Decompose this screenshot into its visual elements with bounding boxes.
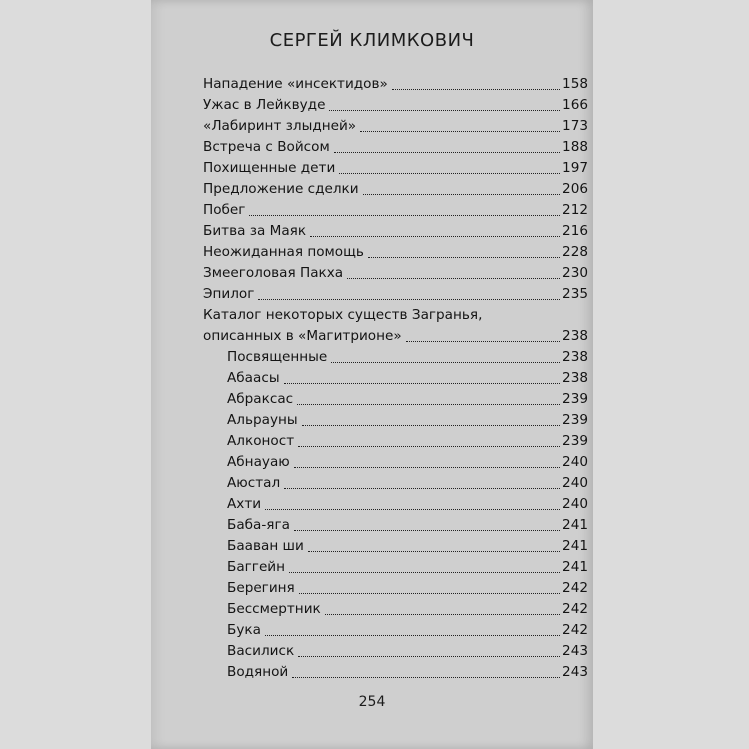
dot-leader <box>347 278 560 279</box>
dot-leader <box>392 89 560 90</box>
entry-title: Неожиданная помощь <box>203 244 364 260</box>
toc-subentry <box>203 578 588 599</box>
book-page <box>151 0 593 749</box>
toc-subentry <box>203 557 588 578</box>
subentry-page: 239 <box>562 391 588 407</box>
dot-leader <box>325 614 560 615</box>
toc-subentry <box>203 641 588 662</box>
dot-leader <box>294 467 560 468</box>
toc-subentry <box>203 599 588 620</box>
toc-subentry <box>203 494 588 515</box>
subentry-page: 243 <box>562 664 588 680</box>
running-header: СЕРГЕЙ КЛИМКОВИЧ <box>269 30 475 51</box>
page-number: 254 <box>358 694 386 710</box>
toc-entry <box>203 116 588 137</box>
entry-page: 230 <box>562 265 588 281</box>
toc-entry <box>203 179 588 200</box>
subentry-page: 240 <box>562 454 588 470</box>
entry-page: 173 <box>562 118 588 134</box>
subentry-title: Водяной <box>227 664 289 680</box>
catalog-entry-line1 <box>203 305 588 326</box>
subentry-title: Абаасы <box>227 370 280 386</box>
table-of-contents <box>203 74 588 683</box>
dot-leader <box>298 446 560 447</box>
entry-page: 188 <box>562 139 588 155</box>
toc-subentry <box>203 515 588 536</box>
toc-subentry <box>203 368 588 389</box>
subentry-title: Баба-яга <box>227 517 290 533</box>
entry-page: 206 <box>562 181 588 197</box>
dot-leader <box>294 530 560 531</box>
dot-leader <box>284 488 560 489</box>
entry-title: Встреча с Войсом <box>203 139 330 155</box>
subentry-page: 242 <box>562 580 588 596</box>
subentry-page: 242 <box>562 622 588 638</box>
entry-page: 212 <box>562 202 588 218</box>
dot-leader <box>297 404 560 405</box>
entry-title: Нападение «инсектидов» <box>203 76 388 92</box>
entry-title: Эпилог <box>203 286 255 302</box>
dot-leader <box>258 299 560 300</box>
dot-leader <box>308 551 560 552</box>
dot-leader <box>265 635 560 636</box>
toc-subentry <box>203 347 588 368</box>
toc-subentry <box>203 620 588 641</box>
toc-entry <box>203 263 588 284</box>
toc-entry <box>203 158 588 179</box>
toc-subentry <box>203 662 588 683</box>
toc-subentry <box>203 431 588 452</box>
catalog-entry-line2 <box>203 326 588 347</box>
entry-title: Змееголовая Пакха <box>203 265 344 281</box>
subentry-title: Посвященные <box>227 349 328 365</box>
subentry-page: 241 <box>562 559 588 575</box>
subentry-page: 240 <box>562 496 588 512</box>
dot-leader <box>302 425 560 426</box>
toc-subentry <box>203 536 588 557</box>
entry-title: Побег <box>203 202 246 218</box>
catalog-title-line1: Каталог некоторых существ Загранья, <box>203 307 483 323</box>
subentry-title: Бука <box>227 622 261 638</box>
dot-leader <box>334 152 560 153</box>
toc-entry <box>203 221 588 242</box>
entry-page: 228 <box>562 244 588 260</box>
entry-page: 197 <box>562 160 588 176</box>
subentry-title: Алконост <box>227 433 295 449</box>
subentry-title: Баггейн <box>227 559 286 575</box>
dot-leader <box>368 257 560 258</box>
entry-page: 158 <box>562 76 588 92</box>
toc-entry <box>203 242 588 263</box>
toc-entry <box>203 95 588 116</box>
entry-page: 235 <box>562 286 588 302</box>
subentry-page: 243 <box>562 643 588 659</box>
toc-entry <box>203 137 588 158</box>
subentry-title: Берегиня <box>227 580 295 596</box>
dot-leader <box>360 131 560 132</box>
dot-leader <box>331 362 560 363</box>
entry-page: 216 <box>562 223 588 239</box>
subentry-title: Ахти <box>227 496 262 512</box>
catalog-title-line2: описанных в «Магитрионе» <box>203 328 402 344</box>
dot-leader <box>310 236 560 237</box>
toc-subentry <box>203 452 588 473</box>
subentry-page: 238 <box>562 370 588 386</box>
subentry-page: 238 <box>562 349 588 365</box>
subentry-title: Абраксас <box>227 391 294 407</box>
subentry-title: Абнауаю <box>227 454 290 470</box>
subentry-page: 242 <box>562 601 588 617</box>
entry-title: Предложение сделки <box>203 181 359 197</box>
subentry-page: 240 <box>562 475 588 491</box>
dot-leader <box>329 110 560 111</box>
dot-leader <box>406 341 560 342</box>
subentry-title: Аюстал <box>227 475 281 491</box>
entry-title: «Лабиринт злыдней» <box>203 118 357 134</box>
dot-leader <box>298 656 560 657</box>
dot-leader <box>339 173 560 174</box>
catalog-page: 238 <box>562 328 588 344</box>
subentry-page: 241 <box>562 538 588 554</box>
dot-leader <box>249 215 560 216</box>
subentry-title: Бааван ши <box>227 538 304 554</box>
subentry-title: Бессмертник <box>227 601 321 617</box>
entry-title: Битва за Маяк <box>203 223 307 239</box>
entry-title: Ужас в Лейквуде <box>203 97 326 113</box>
toc-entry <box>203 284 588 305</box>
entry-title: Похищенные дети <box>203 160 336 176</box>
dot-leader <box>299 593 560 594</box>
toc-entry <box>203 74 588 95</box>
toc-subentry <box>203 473 588 494</box>
toc-subentry <box>203 389 588 410</box>
dot-leader <box>284 383 560 384</box>
entry-page: 166 <box>562 97 588 113</box>
dot-leader <box>292 677 560 678</box>
dot-leader <box>265 509 560 510</box>
subentry-page: 239 <box>562 433 588 449</box>
subentry-page: 241 <box>562 517 588 533</box>
dot-leader <box>289 572 560 573</box>
toc-subentry <box>203 410 588 431</box>
toc-entry <box>203 200 588 221</box>
dot-leader <box>363 194 560 195</box>
subentry-title: Альрауны <box>227 412 298 428</box>
subentry-title: Василиск <box>227 643 295 659</box>
subentry-page: 239 <box>562 412 588 428</box>
